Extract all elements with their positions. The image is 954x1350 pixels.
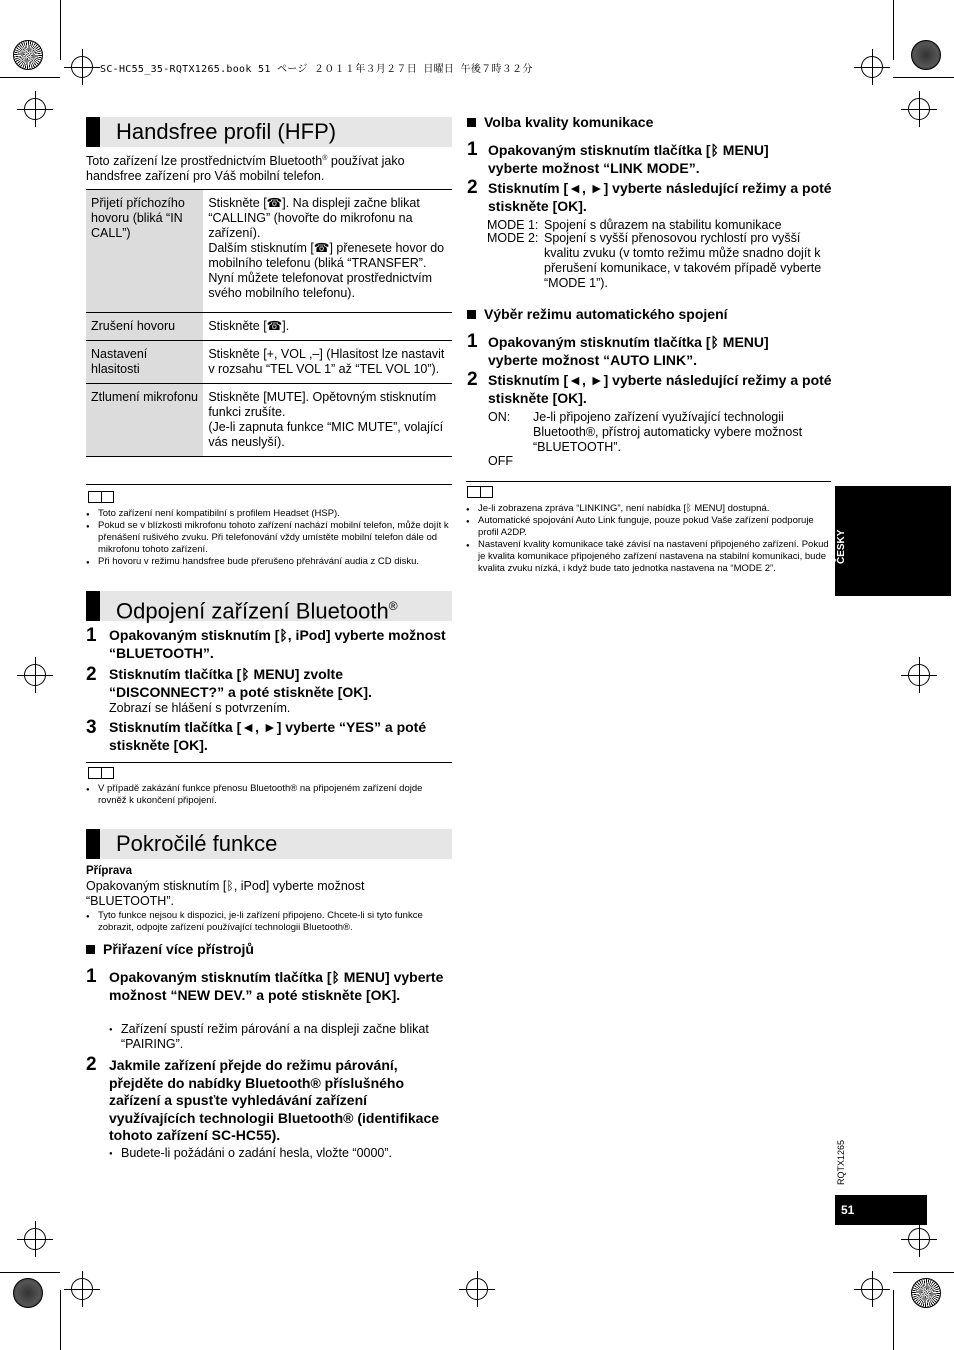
language-tab <box>835 486 951 596</box>
note-book-icon <box>467 486 493 498</box>
step-text: Stisknutím tlačítka [◄, ►] vyberte “YES” a poté stiskněte [OK]. <box>109 719 427 753</box>
step-text: Jakmile zařízení přejde do režimu párování, přejděte do nabídky Bluetooth® příslušného zařízení a spusťte vyhledávání zařízení využívajících technologii Bluetooth® (identifikace tohoto zařízení SC-HC55). <box>109 1057 440 1143</box>
mode-1-value: Spojení s důrazem na stabilitu komunikace <box>544 218 782 232</box>
step-number: 1 <box>86 966 97 987</box>
registration-sun-icon <box>911 40 941 70</box>
language-label: ČESKY <box>836 529 847 564</box>
prep-label: Příprava <box>86 865 133 877</box>
crosshair-icon <box>908 98 930 120</box>
table-cell-text: Stiskněte [☎]. Na displeji začne blikat “CALLING” (hovořte do mikrofonu na zařízení). Dalším stisknutím [☎] přenesete hovor do mobilního telefonu (bliká “TRANSFER”. Nyní můžete telefonovat prostřednictvím svého mobilního telefonu). <box>203 190 452 313</box>
note-book-icon <box>88 767 114 779</box>
step-subnotes <box>109 1022 449 1052</box>
crosshair-icon <box>71 1278 93 1300</box>
crosshair-icon <box>24 98 46 120</box>
crosshair-icon <box>24 1228 46 1250</box>
section-title-hfp: Handsfree profil (HFP) <box>86 117 452 147</box>
subsection-quality: Volba kvality komunikace <box>467 114 653 130</box>
hfp-intro: Toto zařízení lze prostřednictvím Bluetooth® používat jako handsfree zařízení pro Váš mobilní telefon. <box>86 154 405 184</box>
table-cell-label: Zrušení hovoru <box>86 313 203 341</box>
step-number: 3 <box>86 717 97 738</box>
step-subnotes <box>109 1146 449 1161</box>
crop-mark <box>893 1290 894 1350</box>
square-bullet-icon <box>86 945 95 954</box>
crosshair-icon <box>908 1228 930 1250</box>
crosshair-icon <box>908 664 930 686</box>
table-row <box>86 313 452 341</box>
list-item: ● Je-li zobrazena zpráva “LINKING”, není nabídka [ᛒ MENU] dostupná. <box>466 503 832 515</box>
step-number: 1 <box>86 625 97 646</box>
crop-mark <box>893 0 894 60</box>
list-item: ● Tyto funkce nejsou k dispozici, je-li zařízení připojeno. Chcete-li si tyto funkce zobrazit, odpojte zařízení používající technologii Bluetooth®. <box>86 910 452 934</box>
crosshair-icon <box>861 56 883 78</box>
off-key: OFF <box>488 454 513 468</box>
prep-notes <box>86 910 452 934</box>
on-key: ON: <box>488 410 511 424</box>
table-cell-text: Stiskněte [MUTE]. Opětovným stisknutím funkci zrušíte. (Je-li zapnuta funkce “MIC MUTE”, volající vás neuslyší). <box>203 384 452 457</box>
registration-sun-icon <box>13 1278 43 1308</box>
crosshair-icon <box>466 1278 488 1300</box>
list-item: ● V případě zakázání funkce přenosu Bluetooth® na připojeném zařízení dojde rovněž k ukončení připojení. <box>86 783 452 807</box>
divider <box>466 481 831 482</box>
page-number: 51 <box>835 1195 927 1225</box>
mode-2-key: MODE 2: <box>487 231 539 245</box>
mode-1-key: MODE 1: <box>487 218 539 232</box>
list-item: ● Pokud se v blízkosti mikrofonu tohoto zařízení nachází mobilní telefon, může dojít k přenášení rušivého zvuku. Při telefonování vždy umístěte mobilní telefon dále od mikrofonu tohoto zařízení. <box>86 520 452 556</box>
step-number: 2 <box>467 369 478 390</box>
table-cell-label: Nastavení hlasitosti <box>86 341 203 384</box>
crop-mark <box>893 77 954 78</box>
prep-text: Opakovaným stisknutím [ᛒ, iPod] vyberte možnost “BLUETOOTH”. <box>86 879 365 908</box>
step-text: Opakovaným stisknutím tlačítka [ᛒ MENU] vyberte možnost “NEW DEV.” a poté stiskněte [OK]. <box>109 969 444 1003</box>
registration-sun-icon <box>911 1278 941 1308</box>
table-cell-text: Stiskněte [+, VOL ,–] (Hlasitost lze nastavit v rozsahu “TEL VOL 1” až “TEL VOL 10”). <box>203 341 452 384</box>
subsection-autolink: Výběr režimu automatického spojení <box>467 306 728 322</box>
step-text: Opakovaným stisknutím tlačítka [ᛒ MENU] vyberte možnost “LINK MODE”. <box>488 142 769 176</box>
table-cell-label: Přijetí příchozího hovoru (bliká “IN CALL”) <box>86 190 203 313</box>
section-title-disconnect: Odpojení zařízení Bluetooth® <box>86 591 452 621</box>
table-row <box>86 190 452 313</box>
list-item: ● Zařízení spustí režim párování a na displeji začne blikat “PAIRING”. <box>109 1022 449 1052</box>
step-text: Opakovaným stisknutím [ᛒ, iPod] vyberte možnost “BLUETOOTH”. <box>109 627 446 661</box>
crop-mark <box>60 1290 61 1350</box>
crop-mark <box>0 1272 60 1273</box>
step-text: Stisknutím [◄, ►] vyberte následující režimy a poté stiskněte [OK]. <box>488 180 832 214</box>
table-row <box>86 384 452 457</box>
disconnect-notes <box>86 783 452 807</box>
table-cell-label: Ztlumení mikrofonu <box>86 384 203 457</box>
note-book-icon <box>88 491 114 503</box>
step-subtext: Zobrazí se hlášení s potvrzením. <box>109 701 291 715</box>
model-code: RQTX1265 <box>836 1140 846 1186</box>
square-bullet-icon <box>467 118 476 127</box>
mode-2-value: Spojení s vyšší přenosovou rychlostí pro vyšší kvalitu zvuku (v tomto režimu může snadno dojít k přerušení komunikace, v takovém případě vyberte “MODE 1”). <box>544 231 822 290</box>
step-number: 1 <box>467 331 478 352</box>
crop-mark <box>60 0 61 60</box>
crosshair-icon <box>24 664 46 686</box>
list-item: ● Toto zařízení není kompatibilní s profilem Headset (HSP). <box>86 508 452 520</box>
step-number: 2 <box>86 664 97 685</box>
registration-sun-icon <box>13 40 43 70</box>
table-cell-text: Stiskněte [☎]. <box>203 313 452 341</box>
step-number: 1 <box>467 139 478 160</box>
step-number: 2 <box>86 1054 97 1075</box>
hfp-notes <box>86 508 452 568</box>
list-item: ● Při hovoru v režimu handsfree bude přerušeno přehrávání audia z CD disku. <box>86 556 452 568</box>
table-row <box>86 341 452 384</box>
crop-mark <box>893 1272 954 1273</box>
hfp-table <box>86 189 452 457</box>
step-text: Opakovaným stisknutím tlačítka [ᛒ MENU] vyberte možnost “AUTO LINK”. <box>488 334 769 368</box>
step-number: 2 <box>467 177 478 198</box>
list-item: ● Automatické spojování Auto Link funguje, pouze pokud Vaše zařízení podporuje profil A2DP. <box>466 515 832 539</box>
print-header: SC-HC55_35-RQTX1265.book 51 ページ ２０１１年３月２７日 日曜日 午後７時３２分 <box>100 64 533 75</box>
divider <box>86 762 452 763</box>
on-value: Je-li připojeno zařízení využívající technologii Bluetooth®, přístroj automaticky vybere možnost “BLUETOOTH”. <box>533 410 803 454</box>
subsection-multi: Přiřazení více přístrojů <box>86 941 254 957</box>
section-title-advanced: Pokročilé funkce <box>86 829 452 859</box>
square-bullet-icon <box>467 310 476 319</box>
crop-mark <box>0 77 60 78</box>
list-item: ● Budete-li požádáni o zadání hesla, vložte “0000”. <box>109 1146 449 1161</box>
list-item: ● Nastavení kvality komunikace také závisí na nastavení připojeného zařízení. Pokud je kvalita komunikace připojeného zařízení nastavena na stabilní komunikaci, bude kvalita zvuku nízká, i když bude tato jednotka nastavena na “MODE 2”. <box>466 539 832 575</box>
autolink-notes <box>466 503 832 575</box>
step-text: Stisknutím [◄, ►] vyberte následující režimy a poté stiskněte [OK]. <box>488 372 832 406</box>
crosshair-icon <box>71 56 93 78</box>
step-text: Stisknutím tlačítka [ᛒ MENU] zvolte “DISCONNECT?” a poté stiskněte [OK]. <box>109 666 372 700</box>
divider <box>86 484 452 485</box>
crosshair-icon <box>861 1278 883 1300</box>
